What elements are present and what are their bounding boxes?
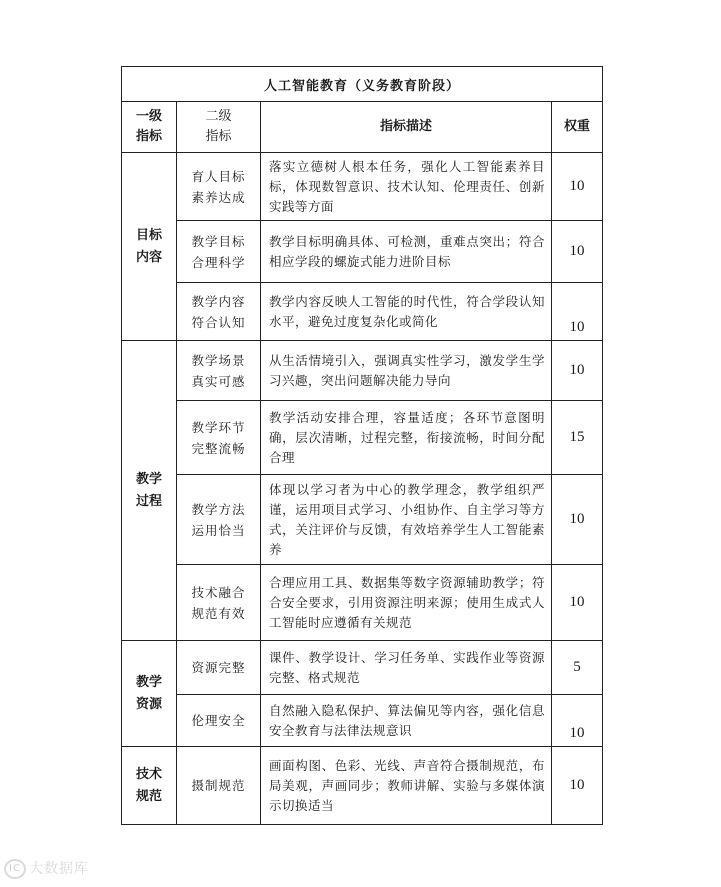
sub-indicator: 资源完整 bbox=[177, 641, 261, 695]
sub-indicator bbox=[177, 221, 261, 283]
indicator-description: 画面构图、色彩、光线、声音符合摄制规范，布局美观，声画同步；教师讲解、实验与多媒体演示切换适当 bbox=[261, 747, 552, 825]
indicator-description: 体现以学习者为中心的教学理念，教学组织严谨，运用项目式学习、小组协作、自主学习等方式，关注评价与反馈，有效培养学生人工智能素养 bbox=[261, 475, 552, 565]
sub-indicator-line1: 教学目标 bbox=[191, 233, 246, 249]
table-row bbox=[122, 747, 603, 825]
watermark-text: 大数据库 bbox=[29, 861, 89, 877]
sub-indicator: 摄制规范 bbox=[177, 747, 261, 825]
sub-indicator-line2: 合理科学 bbox=[191, 254, 246, 270]
header-level1 bbox=[122, 102, 177, 153]
header-level2-line2: 指标 bbox=[205, 129, 232, 144]
sub-indicator: 伦理安全 bbox=[177, 695, 261, 747]
sub-indicator-line2: 完整流畅 bbox=[191, 440, 246, 456]
indicator-description: 教学目标明确具体、可检测，重难点突出；符合相应学段的螺旋式能力进阶目标 bbox=[261, 221, 552, 283]
indicator-description: 自然融入隐私保护、算法偏见等内容，强化信息安全教育与法律法规意识 bbox=[261, 695, 552, 747]
indicator-weight: 10 bbox=[552, 747, 603, 825]
indicator-description: 合理应用工具、数据集等数字资源辅助教学；符合安全要求，引用资源注明来源；使用生成式人工智能时应遵循有关规范 bbox=[261, 565, 552, 641]
table-row bbox=[122, 153, 603, 221]
group-label bbox=[122, 153, 177, 341]
group-label-line2: 内容 bbox=[135, 249, 162, 265]
watermark-logo: IC bbox=[4, 859, 26, 879]
sub-indicator-line1: 教学内容 bbox=[191, 293, 246, 309]
sub-indicator-line2: 符合认知 bbox=[191, 314, 246, 330]
indicator-weight: 10 bbox=[552, 153, 603, 221]
group-label bbox=[122, 641, 177, 747]
header-level1-line2: 指标 bbox=[135, 129, 162, 144]
table-row bbox=[122, 695, 603, 747]
table-title: 人工智能教育（义务教育阶段） bbox=[122, 67, 603, 102]
indicator-weight: 10 bbox=[552, 221, 603, 283]
group-label-line2: 资源 bbox=[135, 696, 162, 712]
indicator-weight: 5 bbox=[552, 641, 603, 695]
sub-indicator-line1: 技术融合 bbox=[191, 584, 246, 600]
sub-indicator-line1: 教学环节 bbox=[191, 419, 246, 435]
indicator-weight: 10 bbox=[552, 695, 603, 747]
group-label-line2: 过程 bbox=[135, 493, 162, 509]
indicator-weight: 10 bbox=[552, 341, 603, 401]
group-label-line1: 教学 bbox=[135, 674, 162, 690]
header-level1-line1: 一级 bbox=[135, 109, 162, 124]
indicator-weight: 10 bbox=[552, 565, 603, 641]
table-row bbox=[122, 641, 603, 695]
table-row bbox=[122, 341, 603, 401]
sub-indicator bbox=[177, 475, 261, 565]
group-label bbox=[122, 747, 177, 825]
header-level2-line1: 二级 bbox=[205, 109, 232, 124]
sub-indicator bbox=[177, 283, 261, 341]
sub-indicator-line1: 教学场景 bbox=[191, 352, 246, 368]
group-label-line1: 教学 bbox=[135, 471, 162, 487]
group-label bbox=[122, 341, 177, 641]
indicator-weight: 10 bbox=[552, 283, 603, 341]
sub-indicator-line2: 运用恰当 bbox=[191, 522, 246, 538]
table-row bbox=[122, 221, 603, 283]
sub-indicator-line2: 素养达成 bbox=[191, 189, 246, 205]
table-header-row bbox=[122, 102, 603, 153]
group-label-line2: 规范 bbox=[135, 788, 162, 804]
table-title-row bbox=[122, 67, 603, 102]
indicator-description: 落实立德树人根本任务，强化人工智能素养目标，体现数智意识、技术认知、伦理责任、创新实践等方面 bbox=[261, 153, 552, 221]
sub-indicator-line1: 育人目标 bbox=[191, 168, 246, 184]
indicator-description: 课件、教学设计、学习任务单、实践作业等资源完整、格式规范 bbox=[261, 641, 552, 695]
indicator-weight: 15 bbox=[552, 401, 603, 475]
indicator-weight: 10 bbox=[552, 475, 603, 565]
sub-indicator-line2: 真实可感 bbox=[191, 373, 246, 389]
table-row bbox=[122, 283, 603, 341]
header-description: 指标描述 bbox=[261, 102, 552, 153]
group-label-line1: 技术 bbox=[135, 766, 162, 782]
header-level2 bbox=[177, 102, 261, 153]
indicator-description: 教学活动安排合理，容量适度；各环节意图明确，层次清晰，过程完整，衔接流畅，时间分配合理 bbox=[261, 401, 552, 475]
header-weight: 权重 bbox=[552, 102, 603, 153]
table-row bbox=[122, 475, 603, 565]
evaluation-table bbox=[121, 66, 603, 825]
sub-indicator-line2: 规范有效 bbox=[191, 605, 246, 621]
sub-indicator bbox=[177, 565, 261, 641]
sub-indicator bbox=[177, 341, 261, 401]
sub-indicator bbox=[177, 153, 261, 221]
indicator-description: 从生活情境引入，强调真实性学习，激发学生学习兴趣，突出问题解决能力导向 bbox=[261, 341, 552, 401]
table-row bbox=[122, 401, 603, 475]
sub-indicator bbox=[177, 401, 261, 475]
watermark bbox=[4, 858, 89, 879]
sub-indicator-line1: 教学方法 bbox=[191, 501, 246, 517]
group-label-line1: 目标 bbox=[135, 227, 162, 243]
indicator-description: 教学内容反映人工智能的时代性，符合学段认知水平，避免过度复杂化或简化 bbox=[261, 283, 552, 341]
table-row bbox=[122, 565, 603, 641]
